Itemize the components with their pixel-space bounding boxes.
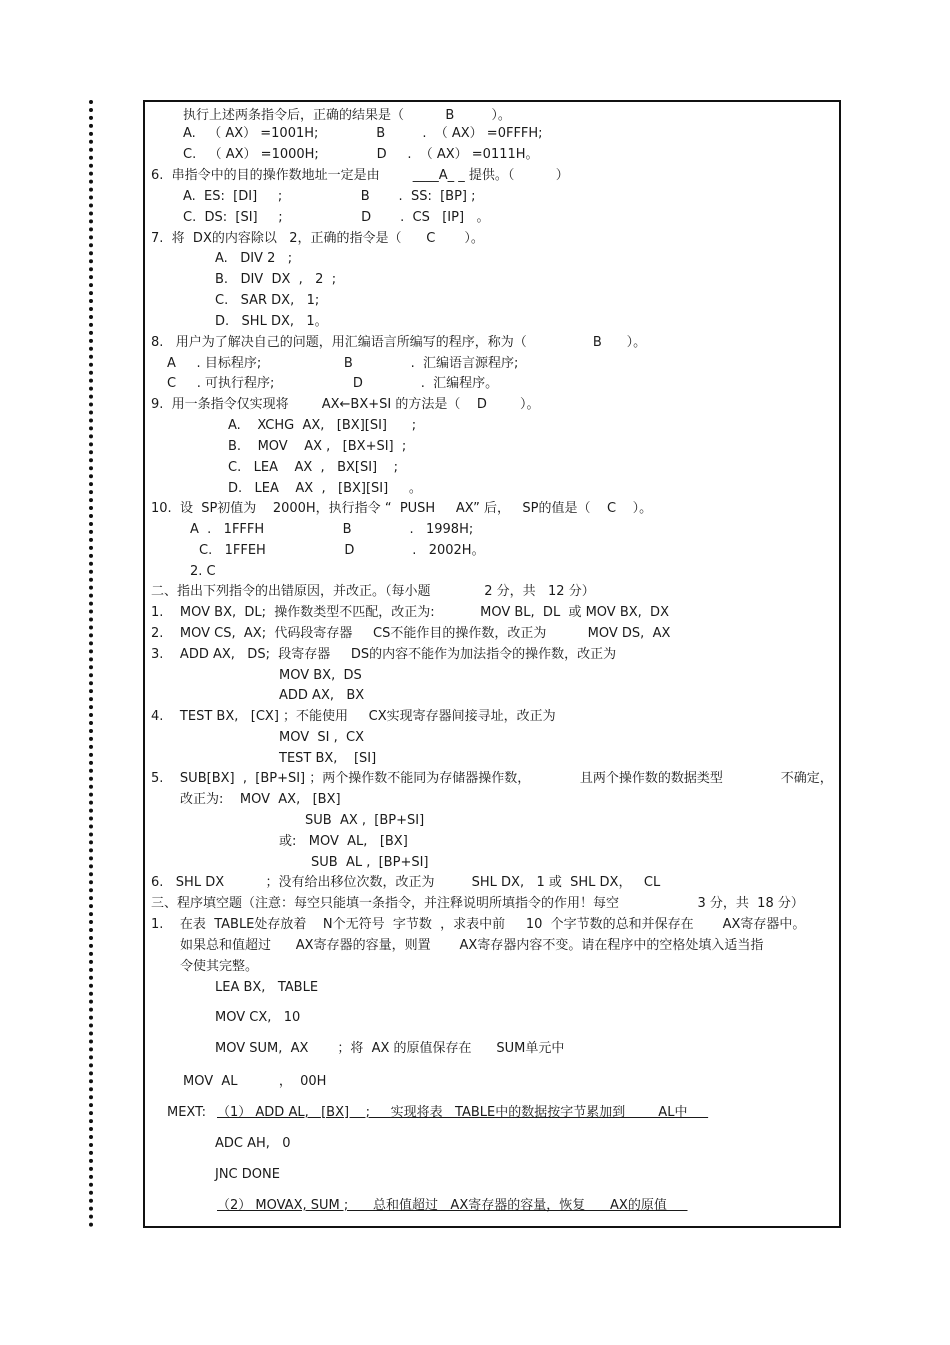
text-line: 2. MOV CS, AX; 代码段寄存器 CS不能作目的操作数，改正为 MOV DS, AX [151, 626, 671, 641]
text-line: LEA BX, TABLE [215, 980, 319, 995]
left-dotted-border [89, 100, 93, 1228]
text-line: A . 目标程序; B . 汇编语言源程序; [167, 356, 519, 371]
text-line: TEST BX, [SI] [279, 751, 377, 766]
answer-blank: （2） MOVAX, SUM ; 总和值超过 AX寄存器的容量，恢复 AX的原值 [217, 1198, 688, 1213]
text-line: C. SAR DX, 1; [215, 293, 320, 308]
text-line: 或: MOV AL, [BX] [279, 834, 408, 849]
text-line: ADC AH, 0 [215, 1136, 291, 1151]
text-line: SUB AL , [BP+SI] [311, 855, 429, 870]
text-line: 如果总和值超过 AX寄存器的容量，则置 AX寄存器内容不变。请在程序中的空格处填入适当指 [180, 938, 764, 953]
text-line: C . 可执行程序; D . 汇编程序。 [167, 376, 499, 391]
text-line: A . 1FFFH B . 1998H; [190, 522, 474, 537]
text-line: 10. 设 SP初值为 2000H，执行指令 “ PUSH AX” 后， SP的值是（ C ）。 [151, 501, 653, 516]
text-line: 三、程序填空题（注意：每空只能填一条指令，并注释说明所填指令的作用！每空 3 分，共 18 分） [151, 896, 804, 911]
text-line: 1. MOV BX, DL; 操作数类型不匹配，改正为: MOV BL, DL 或 MOV BX, DX [151, 605, 669, 620]
text-line: D. LEA AX , [BX][SI] 。 [228, 481, 422, 496]
text-line: B. DIV DX , 2 ; [215, 272, 337, 287]
text-line: A. （ AX） =1001H; B . （ AX） =0FFFH; [183, 126, 543, 141]
text-line: D. SHL DX, 1。 [215, 314, 328, 329]
text-line: SUB AX , [BP+SI] [305, 813, 425, 828]
text-line: 3. ADD AX, DS; 段寄存器 DS的内容不能作为加法指令的操作数，改正为 [151, 647, 617, 662]
text-line: B. MOV AX , [BX+SI] ; [228, 439, 407, 454]
text-line: MOV SUM, AX ；将 AX 的原值保存在 SUM单元中 [215, 1041, 565, 1056]
answer-frame [143, 100, 841, 1228]
text-line: MEXT: [167, 1105, 206, 1120]
text-line: 二、指出下列指令的出错原因，并改正。（每小题 2 分，共 12 分） [151, 584, 595, 599]
text-line: 改正为: MOV AX, [BX] [180, 792, 341, 807]
text-line: C. 1FFEH D . 2002H。 [199, 543, 485, 558]
text-line: 7. 将 DX的内容除以 2，正确的指令是（ C ）。 [151, 231, 484, 246]
text-line: MOV BX, DS [279, 668, 362, 683]
text-line: 5. SUB[BX] , [BP+SI] ；两个操作数不能同为存储器操作数， 且两个操作数的数据类型 不确定， [151, 771, 833, 786]
text-line: ADD AX, BX [279, 688, 365, 703]
text-line: A. XCHG AX, [BX][SI] ; [228, 418, 417, 433]
text-line: 执行上述两条指令后，正确的结果是（ B ）。 [183, 108, 511, 123]
text-line: 1. 在表 TABLE处存放着 N个无符号 字节数 ，求表中前 10 个字节数的总和并保存在 AX寄存器中。 [151, 917, 806, 932]
text-line: JNC DONE [215, 1167, 280, 1182]
text-line: 6. 串指令中的目的操作数地址一定是由 ____A_ _ 提供。（ ） [151, 168, 569, 183]
text-line: 6. SHL DX ；没有给出移位次数，改正为 SHL DX, 1 或 SHL DX， CL [151, 875, 661, 890]
text-line: C. LEA AX , BX[SI] ; [228, 460, 399, 475]
answer-blank: （1） ADD AL, [BX] ; 实现将表 TABLE中的数据按字节累加到 AL中 [217, 1105, 709, 1120]
text-line: A. ES: [DI] ; B . SS: [BP] ; [183, 189, 476, 204]
text-line: A. DIV 2 ; [215, 251, 293, 266]
text-line: MOV SI , CX [279, 730, 364, 745]
text-line: 8. 用户为了解决自己的问题，用汇编语言所编写的程序，称为（ B ）。 [151, 335, 647, 350]
text-line: 2. C [190, 564, 216, 579]
text-line: 9. 用一条指令仅实现将 AX←BX+SI 的方法是（ D ）。 [151, 397, 540, 412]
text-line: C. DS: [SI] ; D . CS [IP] 。 [183, 210, 490, 225]
text-line: C. （ AX） =1000H; D . （ AX） =0111H。 [183, 147, 539, 162]
text-line: 令使其完整。 [180, 959, 259, 974]
text-line: MOV CX, 10 [215, 1010, 301, 1025]
text-line: 4. TEST BX, [CX] ；不能使用 CX实现寄存器间接寻址，改正为 [151, 709, 556, 724]
text-line: MOV AL ， 00H [183, 1074, 327, 1089]
